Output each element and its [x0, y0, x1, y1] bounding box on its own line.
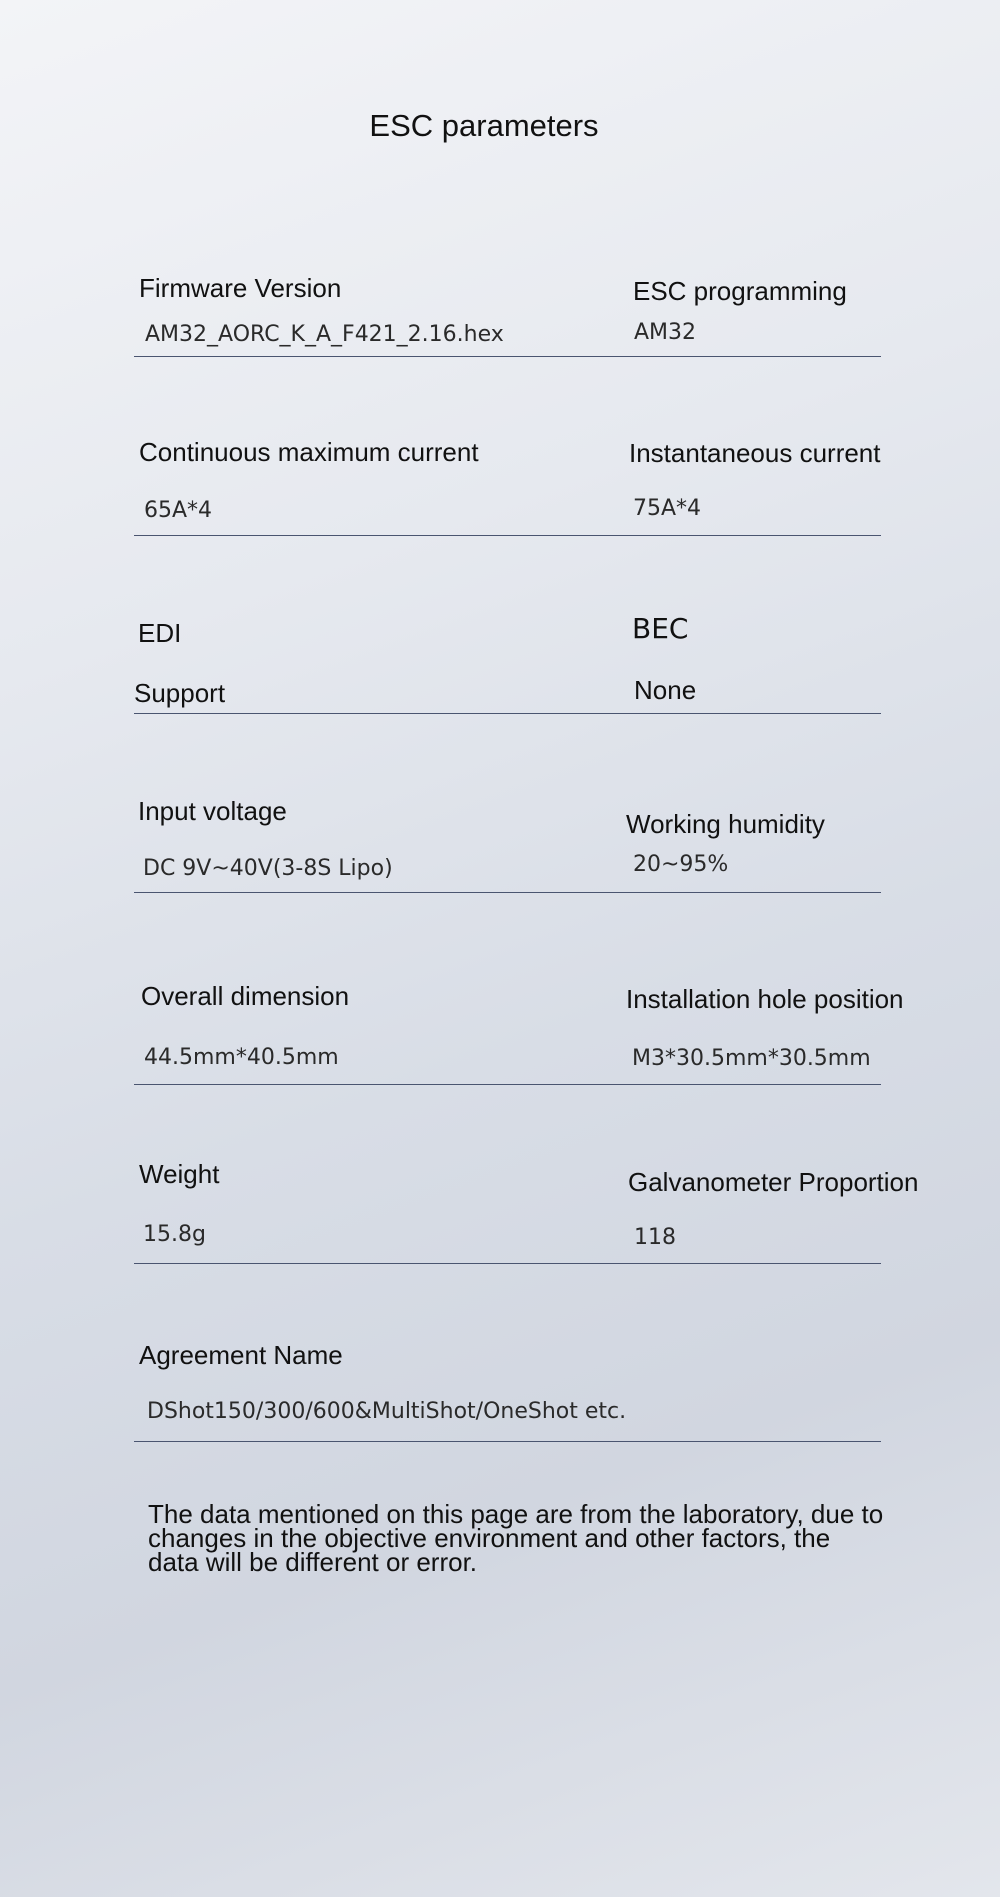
esc-programming-label: ESC programming — [633, 276, 847, 306]
esc-programming-value: AM32 — [634, 320, 697, 345]
firmware-version-label: Firmware Version — [139, 273, 342, 303]
row-divider — [134, 892, 881, 893]
working-humidity-label: Working humidity — [626, 809, 825, 839]
working-humidity-value: 20~95% — [633, 852, 729, 877]
instantaneous-current-label: Instantaneous current — [629, 438, 881, 468]
bec-value: None — [634, 675, 697, 705]
disclaimer-text: The data mentioned on this page are from the laboratory, due to changes in the objective environment and other factors, the data will be different or error. — [148, 1499, 884, 1577]
row-divider — [134, 1441, 881, 1442]
row-divider — [134, 1263, 881, 1264]
overall-dimension-label: Overall dimension — [141, 981, 350, 1011]
installation-hole-value: M3*30.5mm*30.5mm — [632, 1046, 871, 1071]
agreement-name-label: Agreement Name — [139, 1340, 343, 1370]
input-voltage-label: Input voltage — [138, 796, 287, 826]
installation-hole-label: Installation hole position — [626, 984, 904, 1014]
agreement-name-value: DShot150/300/600&MultiShot/OneShot etc. — [147, 1399, 627, 1424]
edi-label: EDI — [138, 618, 182, 648]
bec-label: BEC — [632, 612, 689, 645]
row-divider — [134, 713, 881, 714]
continuous-current-label: Continuous maximum current — [139, 437, 479, 467]
instantaneous-current-value: 75A*4 — [633, 496, 702, 521]
weight-label: Weight — [139, 1159, 220, 1189]
page-title: ESC parameters — [369, 108, 599, 143]
galvanometer-label: Galvanometer Proportion — [628, 1167, 919, 1197]
overall-dimension-value: 44.5mm*40.5mm — [144, 1045, 339, 1070]
input-voltage-value: DC 9V~40V(3-8S Lipo) — [143, 856, 393, 881]
galvanometer-value: 118 — [634, 1225, 676, 1250]
row-divider — [134, 535, 881, 536]
weight-value: 15.8g — [143, 1222, 206, 1247]
edi-value: Support — [134, 678, 226, 708]
row-divider — [134, 356, 881, 357]
firmware-version-value: AM32_AORC_K_A_F421_2.16.hex — [145, 322, 504, 347]
row-divider — [134, 1084, 881, 1085]
continuous-current-value: 65A*4 — [144, 498, 213, 523]
